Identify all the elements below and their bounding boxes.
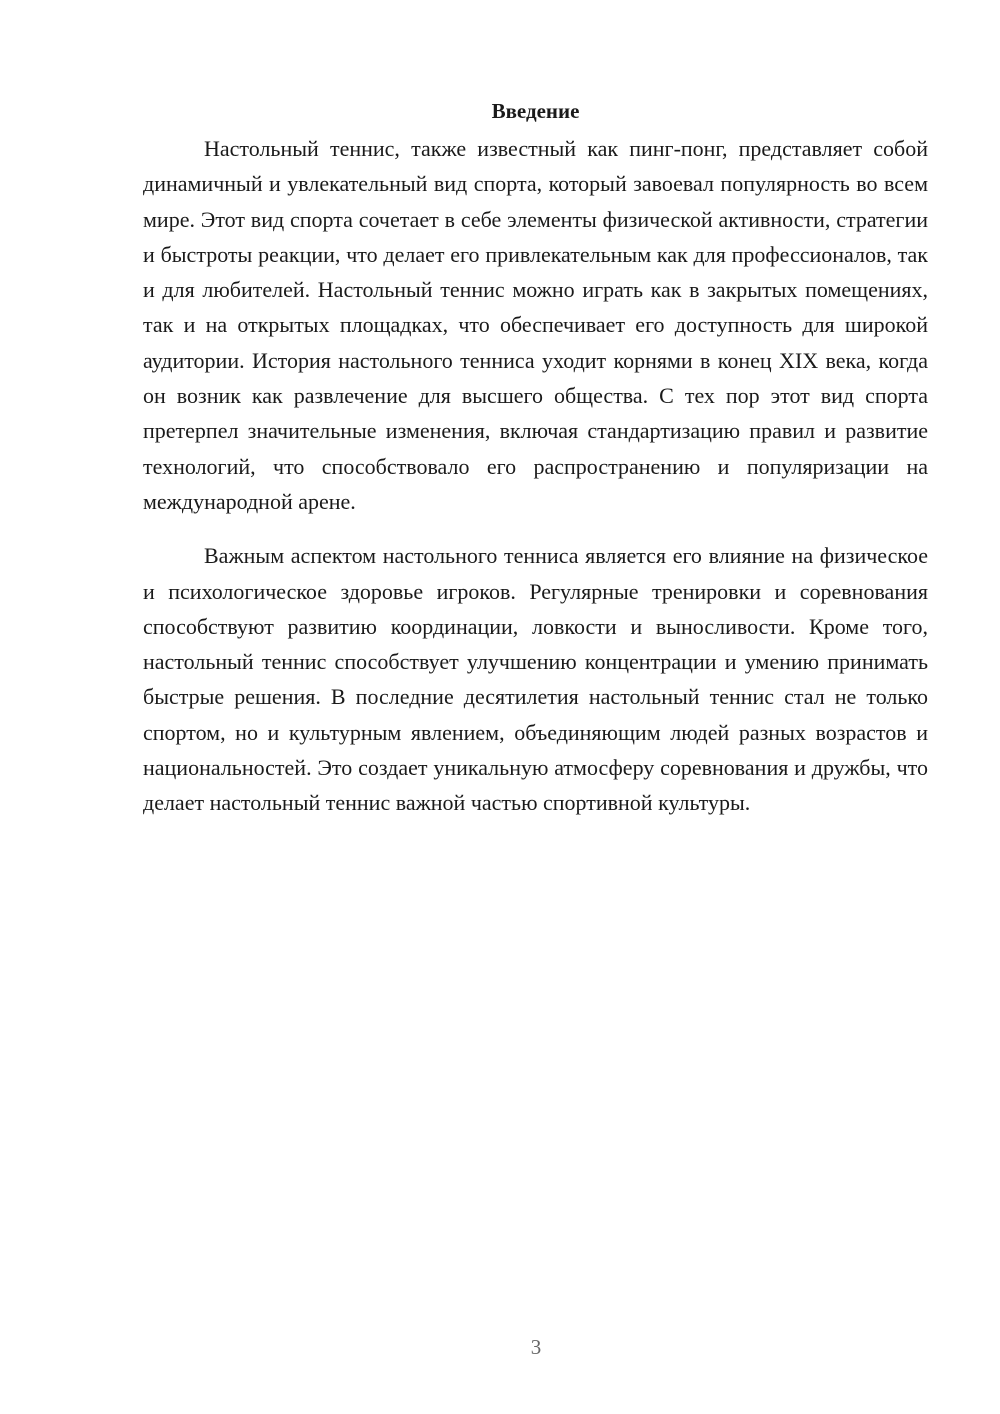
section-heading: Введение bbox=[491, 99, 580, 123]
body-paragraph-1: Настольный теннис, также известный как пинг-понг, представляет собой динамичный и увлекательный вид спорта, который завоевал популярность во всем мире. Этот вид спорта сочетает в себе элементы физической активности, стратегии и быстроты реакции, что делает его привлекательным как для профессионалов, так и для любителей. Настольный теннис можно играть как в закрытых помещениях, так и на открытых площадках, что обеспечивает его доступность для широкой аудитории. История настольного тенниса уходит корнями в конец XIX века, когда он возник как развлечение для высшего общества. С тех пор этот вид спорта претерпел значительные изменения, включая стандартизацию правил и развитие технологий, что способствовало его распространению и популяризации на международной арене. bbox=[143, 136, 928, 514]
page-number: 3 bbox=[530, 1335, 542, 1359]
page-content bbox=[143, 95, 928, 821]
body-paragraph-2: Важным аспектом настольного тенниса является его влияние на физическое и психологическое здоровье игроков. Регулярные тренировки и соревнования способствуют развитию координации, ловкости и выносливости. Кроме того, настольный теннис способствует улучшению концентрации и умению принимать быстрые решения. В последние десятилетия настольный теннис стал не только спортом, но и культурным явлением, объединяющим людей разных возрастов и национальностей. Это создает уникальную атмосферу соревнования и дружбы, что делает настольный теннис важной частью спортивной культуры. bbox=[143, 543, 928, 816]
